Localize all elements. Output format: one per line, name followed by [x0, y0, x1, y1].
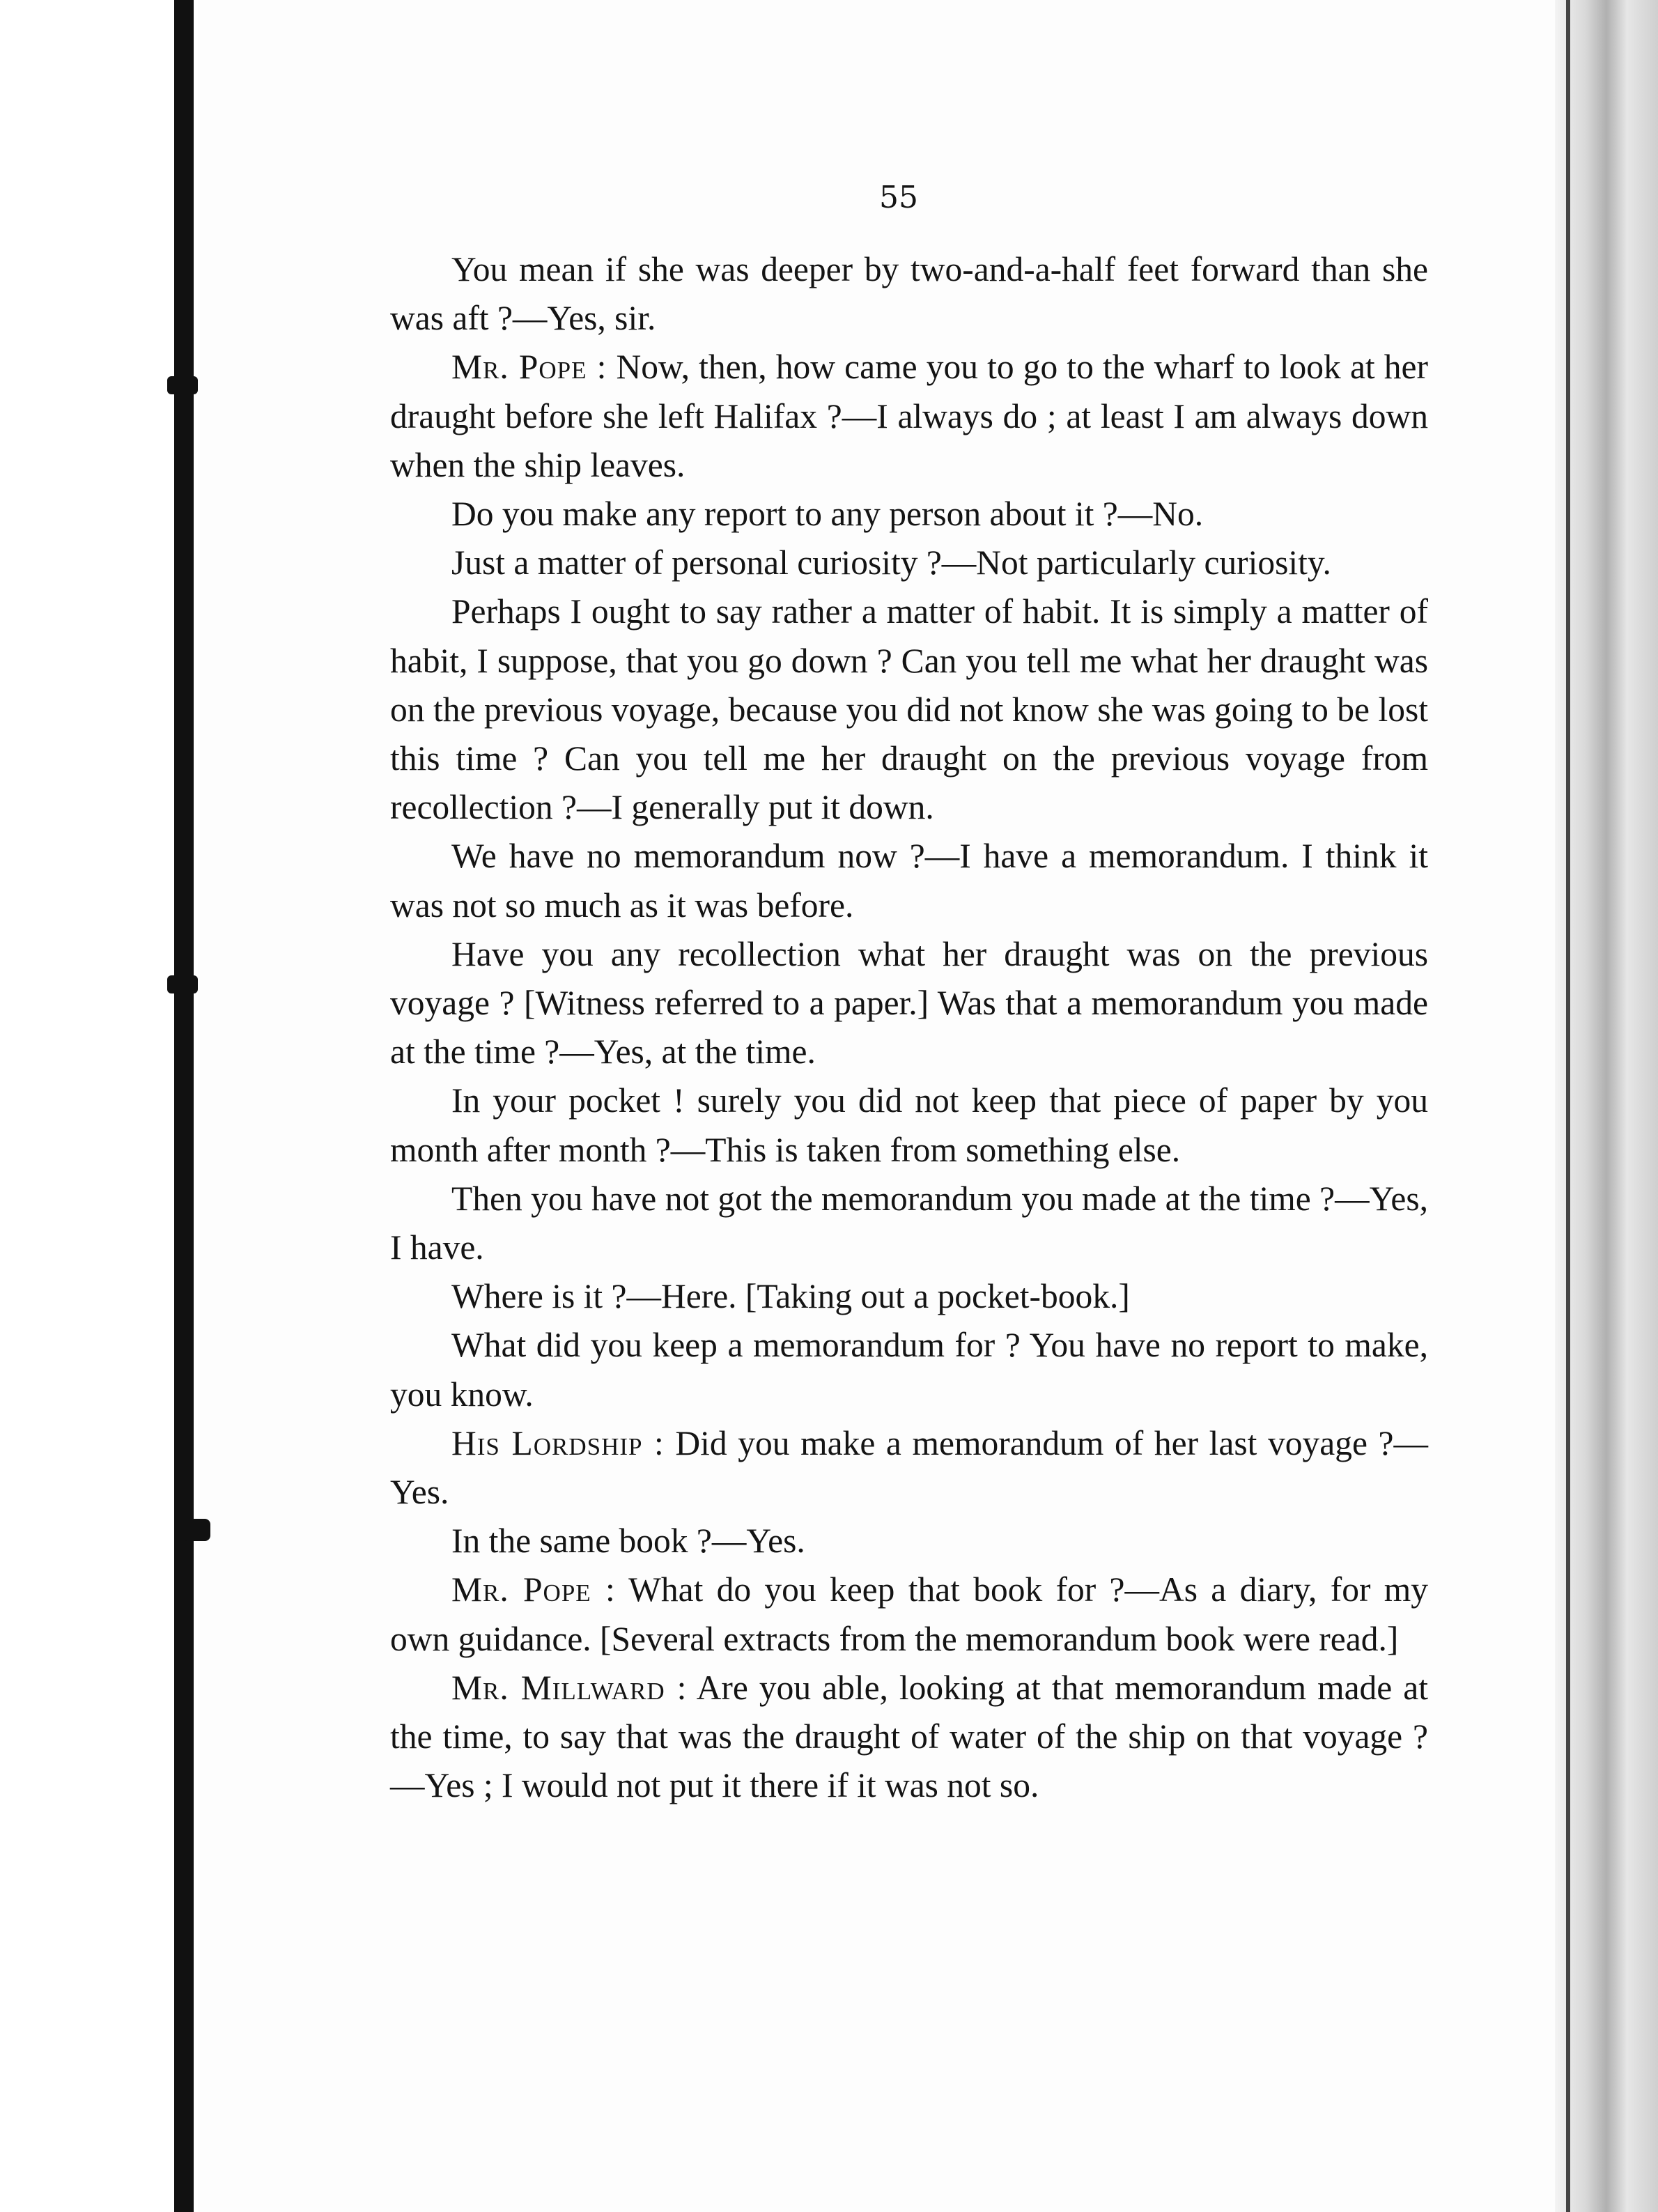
- paragraph: [390, 1321, 1428, 1418]
- paragraph: [390, 1517, 1428, 1565]
- paragraph: [390, 1175, 1428, 1272]
- paragraph: [390, 539, 1428, 587]
- paragraph-text: In your pocket ! surely you did not keep that piece of paper by you month after month ?—This is taken from something else.: [390, 1081, 1428, 1169]
- paragraph-text: Where is it ?—Here. [Taking out a pocket-book.]: [451, 1277, 1130, 1316]
- paragraph-text: You mean if she was deeper by two-and-a-half feet forward than she was aft ?—Yes, sir.: [390, 250, 1428, 338]
- paragraph-text: Do you make any report to any person about it ?—No.: [451, 495, 1204, 534]
- speaker: Mr. Pope :: [451, 348, 607, 387]
- paragraph: [390, 1565, 1428, 1663]
- paragraph: [390, 245, 1428, 343]
- paragraph: [390, 1419, 1428, 1517]
- paragraph-text: Have you any recollection what her draught was on the previous voyage ? [Witness referred to a paper.] Was that a memorandum you made at the time ?—Yes, at the time.: [390, 934, 1428, 1072]
- binding-edge: [174, 0, 194, 2212]
- binding-mark: [167, 975, 198, 993]
- paragraph: [390, 1272, 1428, 1321]
- paragraph: [390, 587, 1428, 832]
- paragraph-text: Did you make a memorandum of her last voyage ?—Yes.: [390, 1423, 1429, 1512]
- paragraph-text: Perhaps I ought to say rather a matter of habit. It is simply a matter of habit, I suppose, that you go down ? Can you tell me what her draught was on the previous voyage, because you did not know she was going to be lost this time ? Can you tell me her draught on the previous voyage from recollection ?—I generally put it down.: [390, 592, 1428, 827]
- speaker: His Lordship :: [451, 1423, 665, 1462]
- paragraph-text: Just a matter of personal curiosity ?—Not particularly curiosity.: [451, 543, 1331, 582]
- body-text: [390, 245, 1428, 1811]
- paragraph-text: What did you keep a memorandum for ? You have no report to make, you know.: [390, 1326, 1428, 1414]
- paragraph: [390, 1076, 1428, 1174]
- paragraph-text: Now, then, how came you to go to the wharf to look at her draught before she left Halifax ?—I always do ; at least I am always down when the ship leaves.: [390, 348, 1428, 484]
- page-edges: [1555, 0, 1658, 2212]
- page-edge-line: [1566, 0, 1570, 2212]
- speaker: Mr. Pope :: [451, 1570, 616, 1609]
- paragraph: [390, 490, 1428, 539]
- binding-margin: [0, 0, 198, 2212]
- paragraph-text: Are you able, looking at that memorandum made at the time, to say that was the draught of water of the ship on that voyage ?—Yes ; I would not put it there if it was not so.: [390, 1668, 1428, 1805]
- paragraph-text: What do you keep that book for ?—As a diary, for my own guidance. [Several extracts from the memorandum book were read.]: [390, 1570, 1428, 1658]
- binding-mark: [183, 1519, 210, 1541]
- page-number: 55: [879, 180, 918, 215]
- paragraph: [390, 832, 1428, 929]
- speaker: Mr. Millward :: [451, 1668, 688, 1707]
- paragraph-text: Then you have not got the memorandum you made at the time ?—Yes, I have.: [390, 1179, 1428, 1267]
- binding-mark: [167, 376, 198, 394]
- paragraph: [390, 343, 1428, 490]
- paragraph-text: We have no memorandum now ?—I have a memorandum. I think it was not so much as it was before.: [390, 837, 1428, 925]
- paragraph: [390, 1664, 1428, 1811]
- paragraph: [390, 930, 1428, 1077]
- paragraph-text: In the same book ?—Yes.: [451, 1522, 805, 1561]
